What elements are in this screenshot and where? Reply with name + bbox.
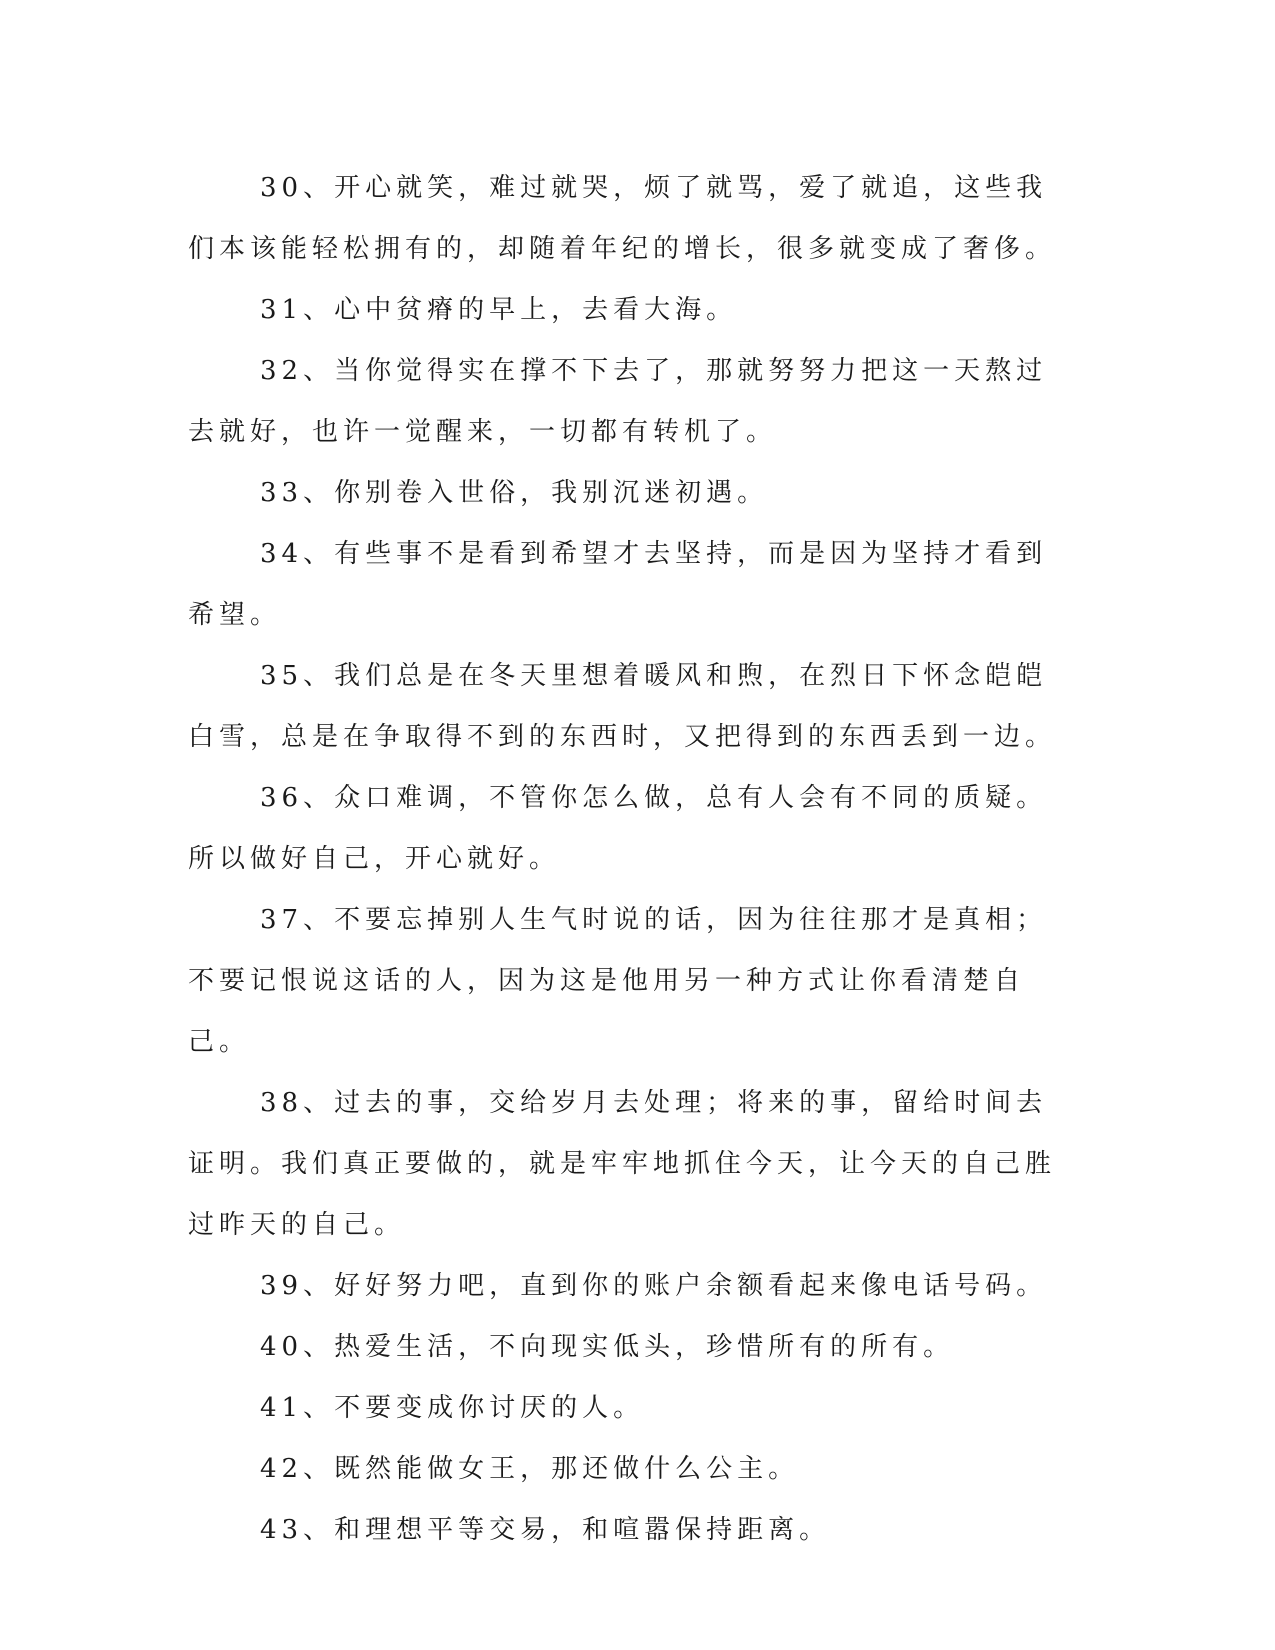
quote-paragraph-33: 33、你别卷入世俗，我别沉迷初遇。 [260, 478, 769, 508]
quote-paragraph-35: 35、我们总是在冬天里想着暖风和煦，在烈日下怀念皑皑白雪，总是在争取得不到的东西时，又把得到的东西丢到一边。 [188, 661, 1057, 752]
quote-paragraph-32: 32、当你觉得实在撑不下去了，那就努努力把这一天熬过去就好，也许一觉醒来，一切都有转机了。 [188, 356, 1048, 447]
quote-paragraph-39: 39、好好努力吧，直到你的账户余额看起来像电话号码。 [260, 1271, 1048, 1301]
quote-paragraph-38: 38、过去的事，交给岁月去处理；将来的事，留给时间去证明。我们真正要做的，就是牢牢地抓住今天，让今天的自己胜过昨天的自己。 [188, 1088, 1057, 1240]
quote-paragraph-43: 43、和理想平等交易，和喧嚣保持距离。 [260, 1515, 831, 1545]
quote-paragraph-41: 41、不要变成你讨厌的人。 [260, 1393, 645, 1423]
quote-paragraph-31: 31、心中贫瘠的早上，去看大海。 [260, 295, 738, 325]
quote-paragraph-36: 36、众口难调，不管你怎么做，总有人会有不同的质疑。所以做好自己，开心就好。 [188, 783, 1048, 874]
quote-paragraph-37: 37、不要忘掉别人生气时说的话，因为往往那才是真相；不要记恨说这话的人，因为这是他用另一种方式让你看清楚自己。 [188, 905, 1048, 1057]
quote-paragraph-34: 34、有些事不是看到希望才去坚持，而是因为坚持才看到希望。 [188, 539, 1048, 630]
document-body [188, 158, 1068, 1561]
quote-paragraph-40: 40、热爱生活，不向现实低头，珍惜所有的所有。 [260, 1332, 955, 1362]
quote-paragraph-42: 42、既然能做女王，那还做什么公主。 [260, 1454, 800, 1484]
quote-paragraph-30: 30、开心就笑，难过就哭，烦了就骂，爱了就追，这些我们本该能轻松拥有的，却随着年纪的增长，很多就变成了奢侈。 [188, 173, 1057, 264]
